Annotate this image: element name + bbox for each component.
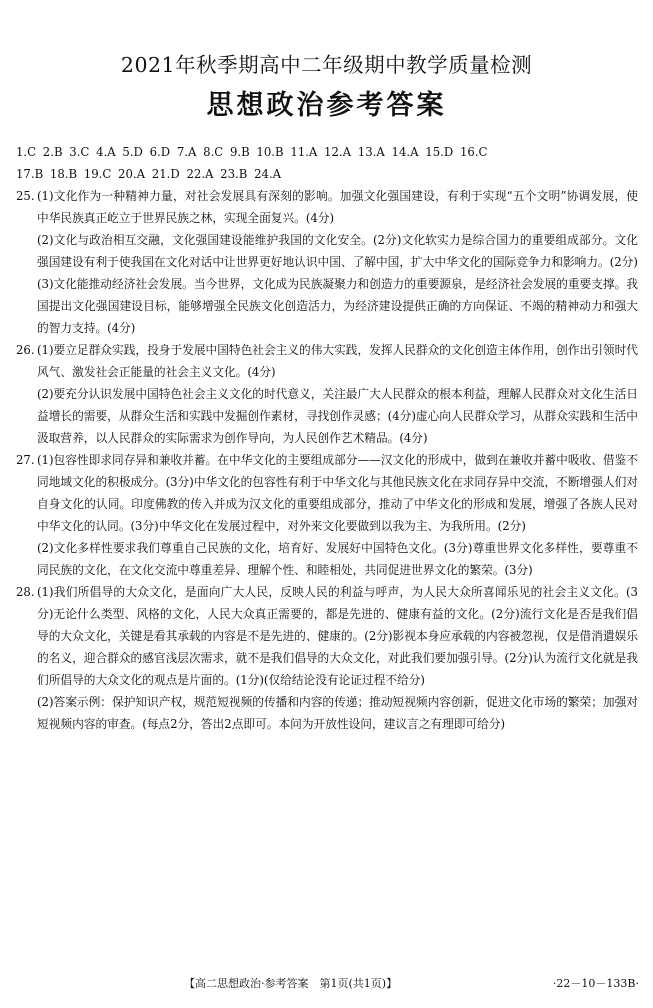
question-part: (3)文化能推动经济社会发展。当今世界，文化成为民族凝聚力和创造力的重要源泉，是经济社会发展的重要支撑。我国提出文化强国建设目标，能够增强全民族文化创造活力，为经济建设提供正确的方向保证、不竭的精神动力和强大的智力支持。(4分) xyxy=(37,277,638,335)
footer-page-info: 【高二思想政治·参考答案 第1页(共1页)】 xyxy=(184,977,398,990)
answer-content xyxy=(16,141,638,735)
question-part: (1)要立足群众实践，投身于发展中国特色社会主义的伟大实践，发挥人民群众的文化创造主体作用，创作出引领时代风气、激发社会正能量的社会主义文化。(4分) xyxy=(37,343,638,379)
answer-key-title: 思想政治参考答案 xyxy=(206,90,447,121)
question-number: 27. xyxy=(16,453,35,467)
choice-answers-line-2: 17.B 18.B 19.C 20.A 21.D 22.A 23.B 24.A xyxy=(16,167,282,181)
question-26 xyxy=(16,339,638,449)
question-part: (1)我们所倡导的大众文化，是面向广大人民，反映人民的利益与呼声，为人民大众所喜闻乐见的社会主义文化。(3分)无论什么类型、风格的文化，人民大众真正需要的，都是先进的、健康有益的文化。(2分)流行文化是否是我们倡导的大众文化，关键是看其承载的内容是不是先进的、健康的。(2分)影视本身应承载的内容被忽视，仅是借消遣娱乐的名义，迎合群众的感官浅层次需求，就不是我们倡导的大众文化，对此我们要加强引导。(2分)认为流行文化就是我们所倡导的大众文化的观点是片面的。(1分)(仅给结论没有论证过程不给分) xyxy=(37,585,638,687)
question-25 xyxy=(16,185,638,339)
question-number: 26. xyxy=(16,343,35,357)
question-27 xyxy=(16,449,638,581)
question-number: 28. xyxy=(16,585,35,599)
question-part: (1)文化作为一种精神力量，对社会发展具有深刻的影响。加强文化强国建设，有利于实现“五个文明”协调发展，使中华民族真正屹立于世界民族之林，实现全面复兴。(4分) xyxy=(37,189,638,225)
question-part: (1)包容性即求同存异和兼收并蓄。在中华文化的主要组成部分——汉文化的形成中，做到在兼收并蓄中吸收、借鉴不同地域文化的积极成分。(3分)中华文化的包容性有利于中华文化与其他民族文化在求同存异中交流，不断增强人们对自身文化的认同。印度佛教的传入并成为汉文化的重要组成部分，推动了中华文化的形成和发展，增强了各族人民对中华文化的认同。(3分)中华文化在发展过程中，对外来文化要做到以我为主、为我所用。(2分) xyxy=(37,453,638,533)
question-28 xyxy=(16,581,638,735)
question-number: 25. xyxy=(16,189,35,203)
question-part: (2)答案示例：保护知识产权，规范短视频的传播和内容的传递；推动短视频内容创新，促进文化市场的繁荣；加强对短视频内容的审查。(每点2分，答出2点即可。本问为开放性设问，建议言之有理即可给分) xyxy=(37,695,638,731)
choice-answers-line-1: 1.C 2.B 3.C 4.A 5.D 6.D 7.A 8.C 9.B 10.B 11.A 12.A 13.A 14.A 15.D 16.C xyxy=(16,145,488,159)
footer-code: ·22－10－133B· xyxy=(552,977,639,990)
question-part: (2)文化与政治相互交融，文化强国建设能维护我国的文化安全。(2分)文化软实力是综合国力的重要组成部分。文化强国建设有利于使我国在文化对话中让世界更好地认识中国、了解中国，扩大中华文化的国际竞争力和影响力。(2分) xyxy=(37,233,638,269)
exam-title: 2021年秋季期高中二年级期中教学质量检测 xyxy=(120,53,533,77)
question-part: (2)文化多样性要求我们尊重自己民族的文化，培育好、发展好中国特色文化。(3分)尊重世界文化多样性，要尊重不同民族的文化，在文化交流中尊重差异、理解个性、和睦相处，共同促进世界文化的繁荣。(3分) xyxy=(37,541,638,577)
question-part: (2)要充分认识发展中国特色社会主义文化的时代意义，关注最广大人民群众的根本利益，理解人民群众对文化生活日益增长的需要，从群众生活和实践中发掘创作素材，寻找创作灵感；(4分)虚心向人民群众学习，从群众实践和生活中汲取营养，以人民群众的实际需求为创作导向，为人民创作艺术精品。(4分) xyxy=(37,387,638,445)
